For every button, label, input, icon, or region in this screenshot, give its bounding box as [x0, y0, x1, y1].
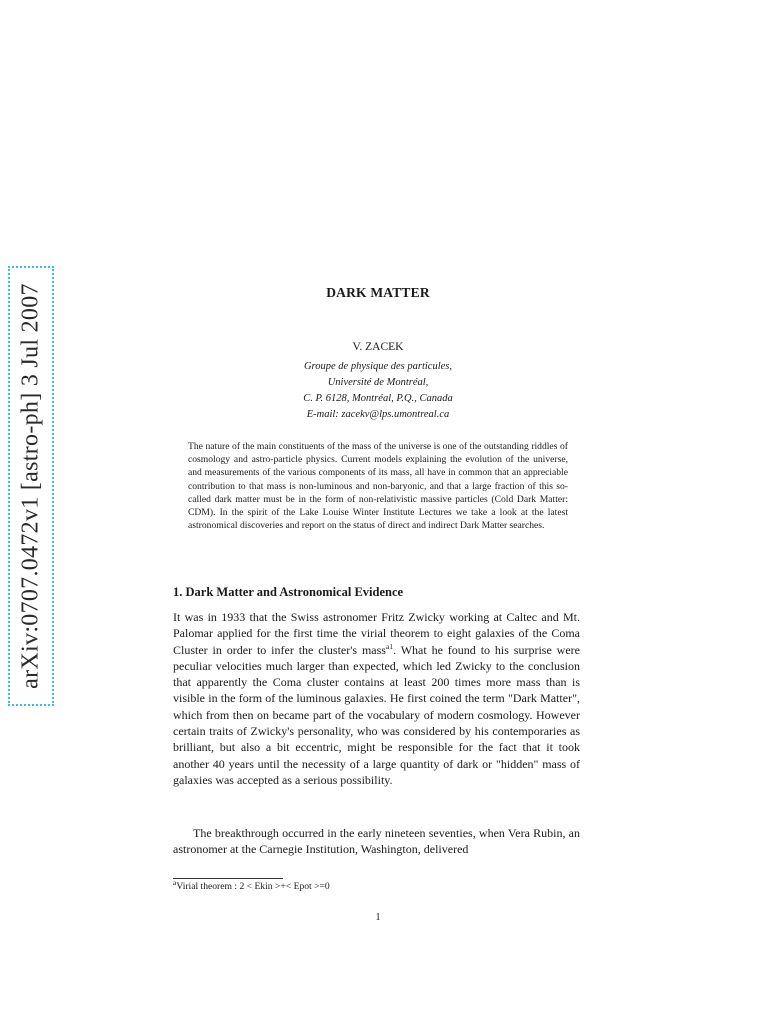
footnote-mark: a: [173, 877, 177, 887]
arxiv-identifier: arXiv:0707.0472v1 [astro-ph] 3 Jul 2007: [17, 283, 44, 689]
section-heading: 1. Dark Matter and Astronomical Evidence: [173, 585, 404, 599]
author-name: V. ZACEK: [352, 341, 404, 353]
footnote-text: Virial theorem : 2 < Ekin >+< Epot >=0: [176, 881, 330, 892]
footnote: [173, 877, 330, 892]
paragraph-text: It was in 1933 that the Swiss astronomer Fritz Zwicky working at Caltec and Mt. Palomar applied for the first time the virial theorem to eight galaxies of the Coma Cluster in order to infer the cluster's mass: [173, 610, 580, 657]
body-paragraph: [173, 609, 580, 788]
page-number: 1: [375, 912, 381, 923]
paragraph-text: . What he found to his surprise were peculiar velocities much larger than expected, which led Zwicky to the conclusion that apparently the Coma cluster contains at least 200 times more mass than is visible in the form of the luminous galaxies. He first coined the term "Dark Matter", which from then on became part of the vocabulary of modern cosmology. However certain traits of Zwicky's personality, who was considered by his contemporaries as brilliant, but also a bit eccentric, might be responsible for the fact that it took another 40 years until the necessity of a large quantity of dark or "hidden" mass of galaxies was accepted as a serious possibility.: [173, 642, 580, 787]
footnote-divider: [173, 878, 283, 879]
footnote-reference: a1: [385, 641, 394, 651]
body-paragraph: The breakthrough occurred in the early nineteen seventies, when Vera Rubin, an astronomer at the Carnegie Institution, Washington, delivered: [173, 826, 580, 857]
affiliation-line: Université de Montréal,: [327, 377, 429, 388]
arxiv-stamp: [8, 266, 54, 706]
abstract: The nature of the main constituents of the mass of the universe is one of the outstanding riddles of cosmology and astro-particle physics. Current models explaining the evolution of the universe, and measurements of the various components of its mass, all have in common that an appreciable contribution to that mass is non-luminous and non-baryonic, and that a large fraction of this so-called dark matter must be in the form of non-relativistic massive particles (Cold Dark Matter: CDM). In the spirit of the Lake Louise Winter Institute Lectures we take a look at the latest astronomical discoveries and report on the status of direct and indirect Dark Matter searches.: [188, 441, 568, 532]
author-affiliation: [0, 359, 756, 423]
affiliation-line: Groupe de physique des particules,: [303, 361, 453, 372]
affiliation-email: E-mail: zacekv@lps.umontreal.ca: [306, 409, 450, 420]
paper-title: DARK MATTER: [326, 285, 430, 300]
affiliation-line: C. P. 6128, Montréal, P.Q., Canada: [303, 393, 453, 404]
